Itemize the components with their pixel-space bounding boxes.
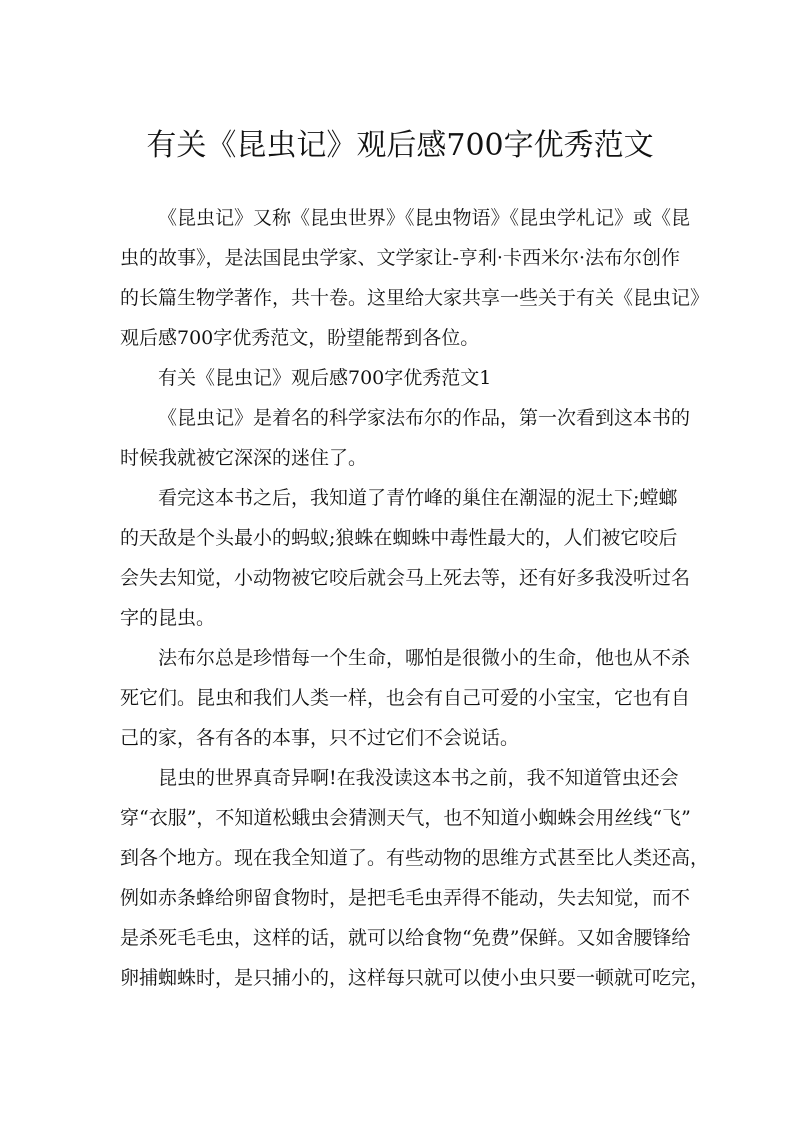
text-line: 有关《昆虫记》观后感700字优秀范文1 — [158, 367, 492, 389]
text-line: 虫的故事》，是法国昆虫学家、文学家让-亨利·卡西米尔·法布尔创作 — [120, 247, 681, 269]
text-line: 《昆虫记》是着名的科学家法布尔的作品，第一次看到这本书的 — [158, 407, 691, 429]
document-title: 有关《昆虫记》观后感700字优秀范文 — [146, 128, 654, 163]
text-line: 死它们。昆虫和我们人类一样，也会有自己可爱的小宝宝，它也有自 — [120, 687, 691, 709]
paragraph — [120, 398, 691, 478]
text-line: 卵捕蜘蛛时，是只捕小的，这样每只就可以使小虫只要一顿就可吃完， — [120, 967, 710, 989]
section-heading — [120, 358, 686, 398]
paragraph — [120, 478, 691, 638]
text-line: 穿“衣服”，不知道松蛾虫会猜测天气，也不知道小蜘蛛会用丝线“飞” — [120, 807, 691, 829]
text-line: 的长篇生物学著作，共十卷。这里给大家共享一些关于有关《昆虫记》 — [120, 287, 710, 309]
text-line: 是杀死毛毛虫，这样的话，就可以给食物“免费”保鲜。又如舍腰锋给 — [120, 927, 691, 949]
paragraph — [120, 758, 710, 998]
text-line: 观后感700字优秀范文，盼望能帮到各位。 — [120, 327, 480, 349]
text-line: 法布尔总是珍惜每一个生命，哪怕是很微小的生命，他也从不杀 — [158, 647, 691, 669]
text-line: 《昆虫记》又称《昆虫世界》《昆虫物语》《昆虫学札记》或《昆 — [158, 207, 691, 229]
text-line: 到各个地方。现在我全知道了。有些动物的思维方式甚至比人类还高， — [120, 847, 710, 869]
paragraph-intro — [120, 198, 710, 358]
paragraph — [120, 638, 691, 758]
text-line: 的天敌是个头最小的蚂蚁;狼蛛在蜘蛛中毒性最大的，人们被它咬后 — [120, 527, 678, 549]
text-line: 字的昆虫。 — [120, 607, 216, 629]
text-line: 例如赤条蜂给卵留食物时，是把毛毛虫弄得不能动，失去知觉，而不 — [120, 887, 691, 909]
document-body — [120, 198, 710, 998]
text-line: 会失去知觉，小动物被它咬后就会马上死去等，还有好多我没听过名 — [120, 567, 691, 589]
text-line: 时候我就被它深深的迷住了。 — [120, 447, 368, 469]
text-line: 看完这本书之后，我知道了青竹峰的巢住在潮湿的泥土下;螳螂 — [158, 487, 678, 509]
text-line: 己的家，各有各的本事，只不过它们不会说话。 — [120, 727, 520, 749]
text-line: 昆虫的世界真奇异啊!在我没读这本书之前，我不知道管虫还会 — [158, 767, 679, 789]
